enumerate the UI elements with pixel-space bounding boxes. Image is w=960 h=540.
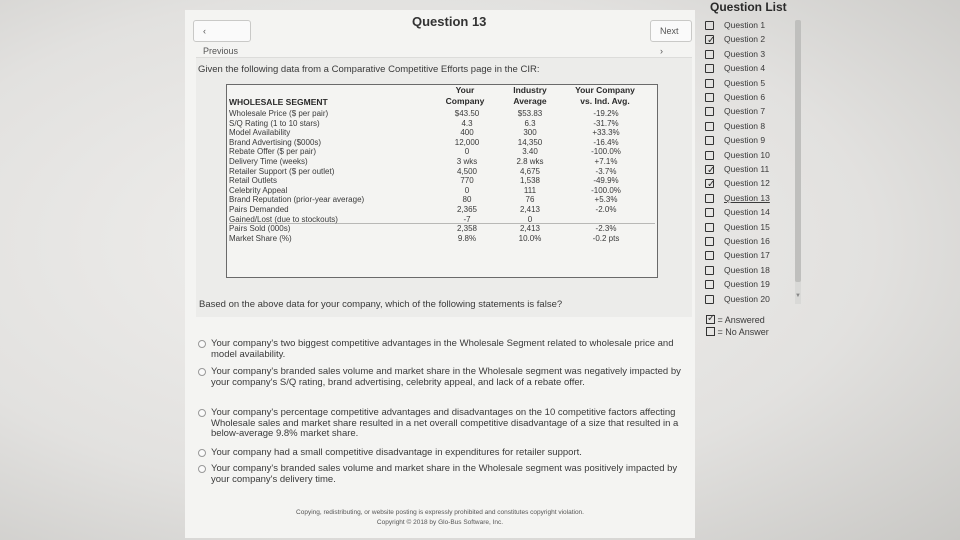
column-header-vs-industry xyxy=(560,85,650,107)
question-list-item[interactable] xyxy=(705,207,797,220)
table-row xyxy=(229,215,655,225)
row-label: Brand Advertising ($000s) xyxy=(229,137,322,147)
answer-option-text: Your company had a small competitive disadvantage in expenditures for retailer support. xyxy=(211,447,582,458)
question-list-label: Question 16 xyxy=(724,236,770,246)
column-header-line: Your xyxy=(455,85,475,95)
table-row xyxy=(229,157,655,167)
radio-icon[interactable] xyxy=(198,465,206,473)
industry-average-value: 2,413 xyxy=(519,224,541,234)
your-company-value: 770 xyxy=(460,176,474,186)
vs-industry-value: -19.2% xyxy=(593,109,619,118)
question-prompt: Based on the above data for your company, which of the following statements is false? xyxy=(199,299,563,310)
your-company-value: 0 xyxy=(464,185,470,195)
column-header-line: Your Company xyxy=(575,85,635,95)
vs-industry-value: -16.4% xyxy=(593,137,619,147)
row-label: Model Availability xyxy=(229,128,291,138)
your-company-value: 12,000 xyxy=(454,137,480,147)
answer-option-text: Your company's branded sales volume and market share in the Wholesale segment was negatively impacted by your company's S/Q rating, brand advertising, celebrity appeal, and lack of a rebate offer. xyxy=(211,366,681,388)
checkbox-empty-icon xyxy=(705,237,714,246)
industry-average-value: $53.83 xyxy=(517,109,543,118)
table-row xyxy=(229,205,655,215)
question-list-label: Question 12 xyxy=(724,178,770,189)
checkbox-empty-icon xyxy=(705,21,714,30)
checkbox-empty-icon xyxy=(705,107,714,116)
row-label: Pairs Demanded xyxy=(229,205,289,214)
vs-industry-value: -2.0% xyxy=(595,205,617,214)
question-list-item[interactable] xyxy=(705,135,797,148)
row-label: Delivery Time (weeks) xyxy=(229,157,308,166)
answer-option-text: Your company's percentage competitive advantages and disadvantages on the 10 competitive factors affecting Wholesale sales and market share resulted in a net overall competitive disadvantage of a size that resulted in a below-average 9.8% market share. xyxy=(211,407,679,439)
vs-industry-value: -2.3% xyxy=(595,224,617,234)
your-company-value: 4.3 xyxy=(461,118,473,128)
question-list-label: Question 6 xyxy=(724,92,766,102)
question-list-item[interactable] xyxy=(705,164,797,177)
table-row xyxy=(229,234,655,244)
question-list-item[interactable] xyxy=(705,63,797,76)
industry-average-value: 6.3 xyxy=(524,118,536,128)
vs-industry-value: -3.7% xyxy=(595,166,617,176)
question-list-item[interactable] xyxy=(705,34,797,47)
scrollbar-thumb[interactable] xyxy=(795,20,801,282)
checkbox-empty-icon xyxy=(705,50,714,59)
question-list-label: Question 7 xyxy=(724,106,766,117)
question-list-item[interactable] xyxy=(705,236,797,249)
table-row xyxy=(229,119,655,129)
checkbox-empty-icon xyxy=(705,122,714,131)
checkbox-checked-icon xyxy=(705,165,714,174)
next-button[interactable]: Next › xyxy=(650,20,692,42)
column-header-your-company xyxy=(440,85,490,107)
checkbox-empty-icon xyxy=(705,266,714,275)
previous-button[interactable]: ‹ Previous xyxy=(193,20,251,42)
vs-industry-value: -100.0% xyxy=(591,185,621,195)
row-label: Pairs Sold (000s) xyxy=(229,224,291,234)
row-label: Rebate Offer ($ per pair) xyxy=(229,147,317,157)
your-company-value: 2,358 xyxy=(456,224,478,234)
question-list-item[interactable] xyxy=(705,150,797,163)
checkbox-empty-icon xyxy=(705,93,714,102)
question-list-item[interactable] xyxy=(705,78,797,91)
vs-industry-value: +7.1% xyxy=(594,157,618,166)
question-list-item[interactable] xyxy=(705,279,797,292)
row-label: S/Q Rating (1 to 10 stars) xyxy=(229,118,320,128)
question-list-label: Question 10 xyxy=(724,149,770,160)
your-company-value: 0 xyxy=(464,147,470,157)
radio-icon[interactable] xyxy=(198,340,206,348)
answer-option[interactable] xyxy=(198,367,688,388)
checkbox-empty-icon xyxy=(706,327,715,336)
radio-icon[interactable] xyxy=(198,368,206,376)
question-list-item[interactable] xyxy=(705,250,797,263)
industry-average-value: 14,350 xyxy=(517,137,543,147)
your-company-value: $43.50 xyxy=(454,109,480,118)
question-intro: Given the following data from a Comparative Competitive Efforts page in the CIR: xyxy=(198,64,540,75)
row-label: Market Share (%) xyxy=(229,233,292,243)
vs-industry-value: +5.3% xyxy=(594,195,618,205)
question-list-label: Question 1 xyxy=(724,20,766,30)
checkbox-empty-icon xyxy=(705,280,714,289)
scroll-down-icon[interactable]: ▼ xyxy=(795,293,801,299)
checkbox-empty-icon xyxy=(705,64,714,73)
row-label: Celebrity Appeal xyxy=(229,185,288,195)
question-list-item[interactable] xyxy=(705,265,797,278)
legend-no-answer xyxy=(706,327,769,339)
checkbox-empty-icon xyxy=(705,223,714,232)
question-list-item[interactable] xyxy=(705,92,797,105)
answer-option[interactable] xyxy=(198,339,688,360)
question-list-label: Question 17 xyxy=(724,250,770,261)
table-row xyxy=(229,128,655,138)
question-list-item[interactable] xyxy=(705,294,797,307)
row-label: Retailer Support ($ per outlet) xyxy=(229,166,335,176)
row-label: Brand Reputation (prior-year average) xyxy=(229,195,365,205)
row-label: Wholesale Price ($ per pair) xyxy=(229,109,329,118)
column-header-line: Average xyxy=(513,96,547,106)
industry-average-value: 4,675 xyxy=(519,166,541,176)
answer-option[interactable] xyxy=(198,448,688,459)
checkmark-icon: ✓ xyxy=(707,179,716,191)
industry-average-value: 111 xyxy=(523,185,537,195)
question-list-label: Question 14 xyxy=(724,207,770,218)
answer-option[interactable] xyxy=(198,464,688,485)
question-list-label: Question 3 xyxy=(724,48,766,59)
question-list xyxy=(705,20,800,310)
checkbox-empty-icon xyxy=(705,136,714,145)
legend-answered-label: = Answered xyxy=(717,315,765,325)
checkmark-icon: ✓ xyxy=(707,165,716,176)
question-title: Question 13 xyxy=(412,14,487,29)
answer-option-text: Your company's two biggest competitive advantages in the Wholesale Segment related to wholesale price and model availability. xyxy=(211,338,674,360)
legend-no-answer-label: = No Answer xyxy=(717,327,769,337)
checkbox-checked-icon xyxy=(705,179,716,191)
question-list-label: Question 18 xyxy=(724,264,770,275)
table-row xyxy=(229,186,655,196)
table-row xyxy=(229,195,655,205)
vs-industry-value: -100.0% xyxy=(591,147,621,157)
radio-icon[interactable] xyxy=(198,409,206,417)
table-row xyxy=(229,138,655,148)
question-list-item[interactable] xyxy=(705,49,797,62)
column-header-line: Company xyxy=(445,96,485,106)
copyright-footer xyxy=(190,508,690,528)
radio-icon[interactable] xyxy=(198,449,206,457)
industry-average-value: 1,538 xyxy=(519,176,541,186)
question-list-item[interactable] xyxy=(705,193,797,206)
copyright-notice: Copying, redistributing, or website posting is expressly prohibited and constitutes copyright violation. xyxy=(296,509,584,516)
vs-industry-value: +33.3% xyxy=(592,128,620,138)
question-list-item[interactable] xyxy=(705,178,797,191)
table-row xyxy=(229,167,655,177)
your-company-value: 400 xyxy=(460,128,474,138)
checkbox-empty-icon xyxy=(705,251,714,260)
question-list-label: Question 8 xyxy=(724,120,766,131)
answer-option[interactable] xyxy=(198,408,688,440)
industry-average-value: 76 xyxy=(525,195,535,205)
table-row xyxy=(229,109,655,119)
legend-answered xyxy=(706,315,765,327)
industry-average-value: 10.0% xyxy=(518,233,542,243)
question-list-label: Question 20 xyxy=(724,293,770,304)
industry-average-value: 3.40 xyxy=(522,147,538,157)
industry-average-value: 2.8 wks xyxy=(516,157,544,166)
table-segment-header: WHOLESALE SEGMENT xyxy=(229,97,328,107)
vs-industry-value: -31.7% xyxy=(593,118,619,128)
question-list-label: Question 13 xyxy=(724,192,770,203)
table-row xyxy=(229,147,655,157)
industry-average-value: 300 xyxy=(523,128,537,138)
your-company-value: 2,365 xyxy=(456,205,478,214)
your-company-value: 80 xyxy=(462,195,472,205)
answer-option-text: Your company's branded sales volume and market share in the Wholesale segment was positively impacted by your company's delivery time. xyxy=(211,463,678,485)
question-list-label: Question 11 xyxy=(724,164,770,174)
vs-industry-value: -0.2 pts xyxy=(592,233,620,243)
question-list-label: Question 19 xyxy=(724,279,770,290)
question-list-title: Question List xyxy=(710,0,787,14)
question-list-item[interactable] xyxy=(705,106,797,119)
table-row xyxy=(229,224,655,234)
row-label: Retail Outlets xyxy=(229,176,278,186)
question-list-label: Question 2 xyxy=(724,34,766,45)
your-company-value: 9.8% xyxy=(457,233,477,243)
your-company-value: 4,500 xyxy=(456,166,478,176)
question-list-label: Question 5 xyxy=(724,77,766,88)
industry-average-value: 0 xyxy=(527,214,533,224)
question-list-label: Question 4 xyxy=(724,63,766,74)
checkbox-checked-icon: ✓ xyxy=(707,313,716,324)
column-header-industry-average xyxy=(500,85,560,107)
checkbox-empty-icon xyxy=(705,194,714,203)
checkbox-empty-icon xyxy=(705,79,714,88)
question-list-item[interactable] xyxy=(705,121,797,134)
question-list-item[interactable] xyxy=(705,20,797,33)
checkbox-empty-icon xyxy=(705,208,714,217)
row-label: Gained/Lost (due to stockouts) xyxy=(229,214,338,224)
column-header-line: Industry xyxy=(513,85,547,95)
column-header-line: vs. Ind. Avg. xyxy=(580,96,630,106)
checkbox-empty-icon xyxy=(705,295,714,304)
checkmark-icon: ✓ xyxy=(707,35,716,47)
table-row xyxy=(229,176,655,186)
vs-industry-value: -49.9% xyxy=(593,176,619,186)
copyright-line: Copyright © 2018 by Glo-Bus Software, Inc. xyxy=(376,519,504,526)
your-company-value: -7 xyxy=(463,214,471,224)
industry-average-value: 2,413 xyxy=(519,205,541,214)
your-company-value: 3 wks xyxy=(456,157,478,166)
checkbox-empty-icon xyxy=(705,151,714,160)
checkbox-checked-icon xyxy=(705,35,716,47)
question-list-label: Question 9 xyxy=(724,135,766,146)
question-list-scrollbar[interactable] xyxy=(795,20,801,304)
question-list-item[interactable] xyxy=(705,222,797,235)
question-list-label: Question 15 xyxy=(724,221,770,232)
